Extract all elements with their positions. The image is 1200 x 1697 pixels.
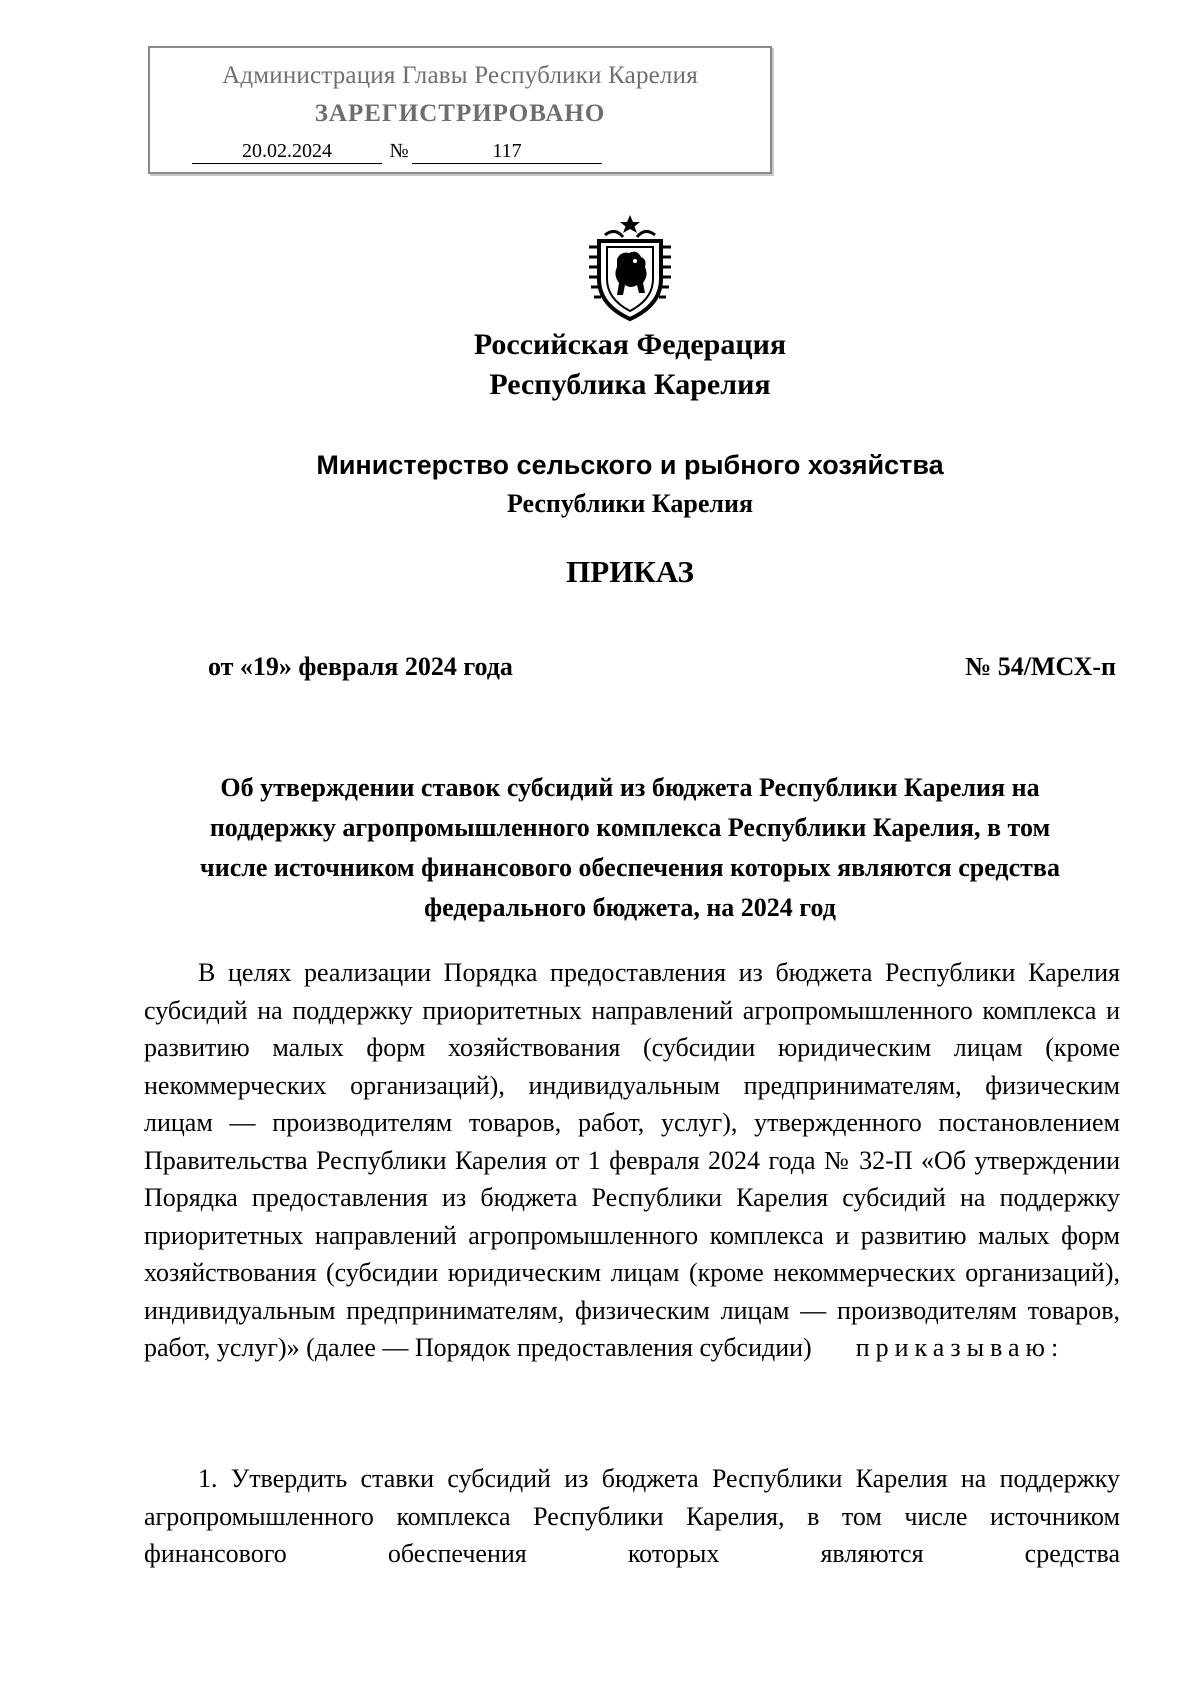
title-line: федерального бюджета, на 2024 год [424, 893, 836, 922]
ministry-name: Министерство сельского и рыбного хозяйства [316, 450, 944, 480]
stamp-date: 20.02.2024 [192, 140, 382, 164]
coat-of-arms-icon [585, 213, 675, 325]
paragraph-text: В целях реализации Порядка предоставления из бюджета Республики Карелия субсидий на поддержку приоритетных направлений агропромышленного комплекса и развитию малых форм хозяйствования (субсидии юридическим лицам (кроме некоммерческих организаций), индивидуальным предпринимателям, физическим лицам — производителям товаров, работ, услуг), утвержденного постановлением Правительства Республики Карелия от 1 февраля 2024 года № 32-П «Об утверждении Порядка предоставления из бюджета Республики Карелия субсидий на поддержку приоритетных направлений агропромышленного комплекса и развитию малых форм хозяйствования (субсидии юридическим лицам (кроме некоммерческих организаций), индивидуальным предпринимателям, физическим лицам — производителям товаров, работ, услуг)» (далее — Порядок предоставления субсидии) [144, 958, 1120, 1362]
title-line: поддержку агропромышленного комплекса Республики Карелия, в том [209, 813, 1051, 842]
order-date: от «19» февраля 2024 года [208, 652, 513, 681]
order-number: № 54/МСХ-п [965, 652, 1116, 681]
command-word: приказываю: [855, 1333, 1065, 1362]
registration-stamp [148, 46, 772, 174]
stamp-number-sign: № [389, 140, 409, 162]
title-line: числе источником финансового обеспечения которых являются средства [200, 853, 1060, 882]
stamp-registered: ЗАРЕГИСТРИРОВАНО [314, 100, 606, 127]
region-name: Республика Карелия [489, 368, 771, 401]
title-line: Об утверждении ставок субсидий из бюджета Республики Карелия на [220, 773, 1040, 802]
body-paragraph-2: 1. Утвердить ставки субсидий из бюджета Республики Карелия на поддержку агропромышленного комплекса Республики Карелия, в том числе источником финансового обеспечения которых являются средства [144, 1464, 1120, 1568]
ministry-region: Республики Карелия [506, 489, 754, 518]
stamp-number: 117 [412, 140, 602, 164]
stamp-authority: Администрация Главы Республики Карелия [222, 62, 698, 89]
country-name: Российская Федерация [473, 328, 787, 361]
body-paragraph-1 [144, 954, 1120, 1367]
order-title [150, 768, 1110, 928]
stamp-registration-row [192, 140, 752, 168]
document-type: ПРИКАЗ [566, 554, 694, 589]
